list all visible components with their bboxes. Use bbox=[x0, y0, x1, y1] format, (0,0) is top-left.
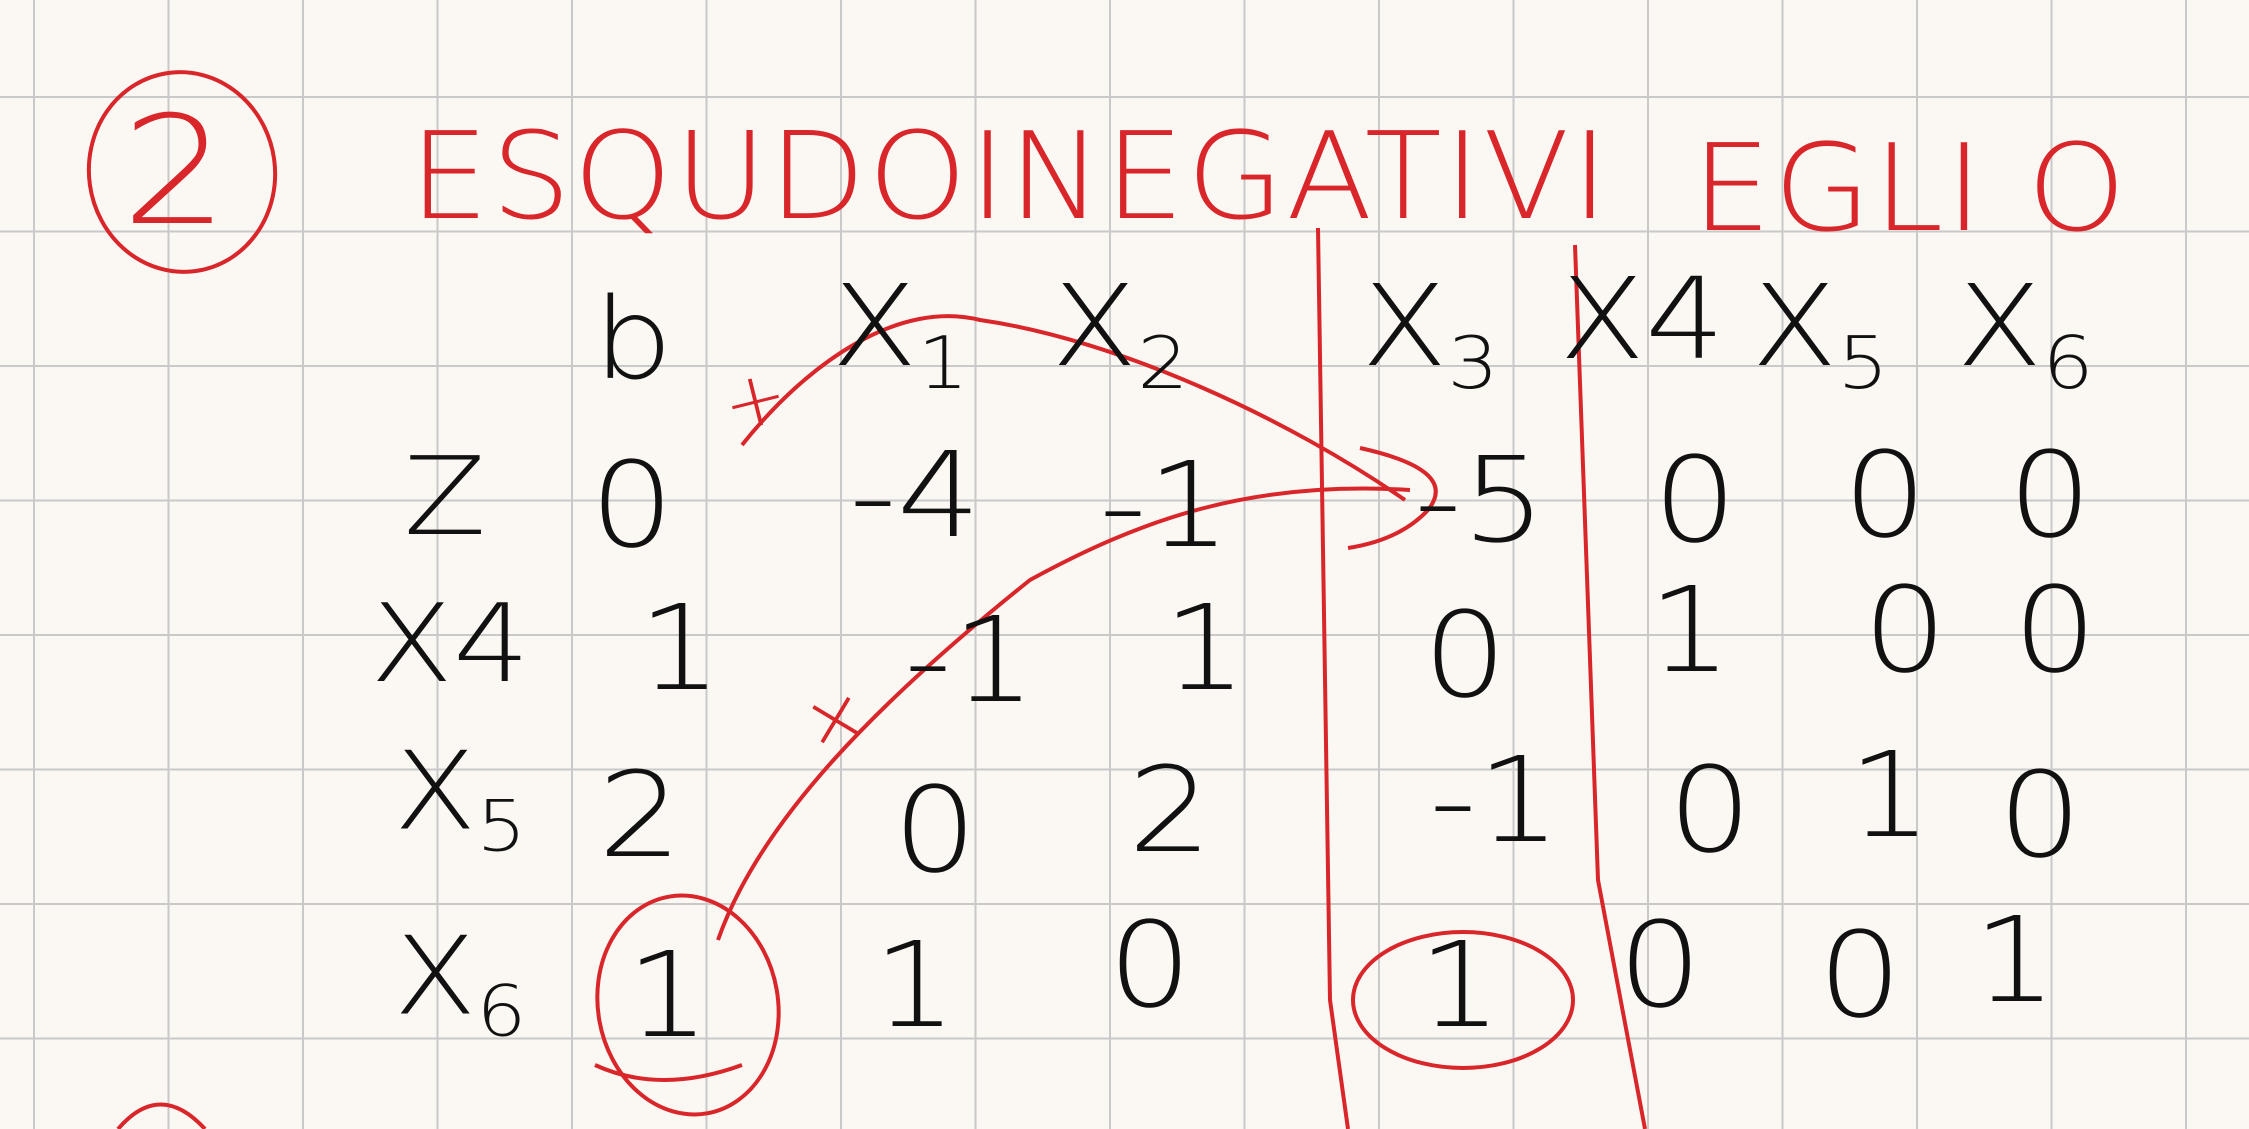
title-left: ESQUDOINEGATIVI bbox=[409, 108, 1611, 247]
header-x1: $X_1$ bbox=[831, 261, 969, 406]
cell-x5-x4: 0 bbox=[1667, 741, 1753, 879]
cell-x4-x1: -1 bbox=[904, 591, 1036, 729]
plus-mark: + bbox=[713, 348, 797, 451]
cell-x4-x2: 1 bbox=[1162, 579, 1248, 717]
header-x2: $X_2$ bbox=[1051, 261, 1189, 406]
cell-x5-x1: 0 bbox=[892, 761, 978, 899]
cell-x4-b: 1 bbox=[637, 579, 723, 717]
header-x5-sub: 5 bbox=[1837, 321, 1889, 406]
header-x4: X4 bbox=[1559, 255, 1725, 385]
cell-x4-x5: 0 bbox=[1862, 561, 1948, 699]
title-right: EGLI O bbox=[1691, 120, 2129, 259]
times-mark: × bbox=[793, 666, 877, 769]
header-x3: $X_3$ bbox=[1361, 261, 1499, 406]
row-label-z: Z bbox=[403, 435, 487, 560]
row-label-x6-sub: 6 bbox=[476, 970, 527, 1053]
cell-x5-x3: -1 bbox=[1429, 731, 1561, 869]
cell-z-x5: 0 bbox=[1842, 426, 1928, 564]
header-x5: $X_5$ bbox=[1751, 261, 1889, 406]
cell-z-x1: -4 bbox=[849, 426, 981, 564]
cell-z-x2: -1 bbox=[1099, 436, 1231, 574]
cell-x4-x3: 0 bbox=[1422, 586, 1508, 724]
cell-x5-x6: 0 bbox=[1997, 746, 2083, 884]
cell-x6-x1: 1 bbox=[872, 916, 958, 1054]
row-label-x5: $X_5$ bbox=[393, 729, 527, 868]
cell-z-b: 0 bbox=[589, 436, 675, 574]
title-partial-arc bbox=[118, 1105, 205, 1129]
header-b: b bbox=[593, 275, 673, 405]
cell-x5-x2: 2 bbox=[1127, 741, 1213, 879]
cell-z-x4: 0 bbox=[1652, 431, 1738, 569]
row-label-x4: X4 bbox=[370, 582, 530, 707]
header-x2-sub: 2 bbox=[1137, 321, 1189, 406]
cell-x4-x4: 1 bbox=[1647, 561, 1733, 699]
header-x3-sub: 3 bbox=[1447, 321, 1499, 406]
problem-number: 2 bbox=[121, 85, 229, 259]
cell-x5-b: 2 bbox=[597, 746, 683, 884]
cell-z-x6: 0 bbox=[2007, 426, 2093, 564]
header-x6: $X_6$ bbox=[1956, 261, 2094, 406]
cell-x5-x5: 1 bbox=[1847, 726, 1933, 864]
cell-x6-x2: 0 bbox=[1107, 896, 1193, 1034]
divider-line-left bbox=[1318, 228, 1348, 1129]
cell-x4-x6: 0 bbox=[2012, 561, 2098, 699]
cell-x6-x4: 0 bbox=[1617, 896, 1703, 1034]
row-label-x6: $X_6$ bbox=[393, 914, 527, 1053]
cell-x6-x5: 0 bbox=[1817, 906, 1903, 1044]
cell-x6-b: 1 bbox=[625, 926, 711, 1064]
cell-z-x3: -5 bbox=[1414, 431, 1546, 569]
cell-x6-x3: 1 bbox=[1417, 916, 1503, 1054]
row-label-x5-sub: 5 bbox=[476, 785, 527, 868]
header-x1-sub: 1 bbox=[917, 321, 969, 406]
cell-x6-x6: 1 bbox=[1972, 891, 2058, 1029]
header-x6-sub: 6 bbox=[2042, 321, 2094, 406]
